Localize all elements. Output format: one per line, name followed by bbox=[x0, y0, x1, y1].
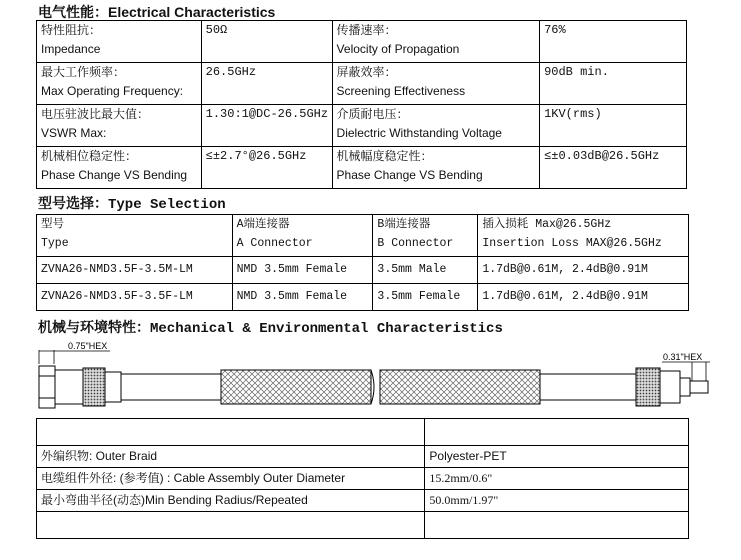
mechanical-table bbox=[36, 418, 689, 539]
bending-radius-label: 最小弯曲半径(动态)Min Bending Radius/Repeated bbox=[37, 490, 425, 512]
outer-diameter-label: 电缆组件外径: (参考值) : Cable Assembly Outer Diameter bbox=[37, 468, 425, 490]
a-connector-cell: NMD 3.5mm Female bbox=[232, 284, 373, 311]
table-row bbox=[37, 468, 689, 490]
blank-cell bbox=[37, 512, 425, 539]
electrical-section-title: 电气性能：Electrical Characteristics bbox=[38, 4, 276, 20]
blank-cell bbox=[425, 512, 689, 539]
table-header-row bbox=[37, 215, 689, 257]
mechanical-section-title: 机械与环境特性：Mechanical & Environmental Characteristics bbox=[38, 321, 503, 337]
impedance-value: 50Ω bbox=[201, 21, 332, 63]
table-row bbox=[37, 419, 689, 446]
a-connector-cell: NMD 3.5mm Female bbox=[232, 257, 373, 284]
table-row bbox=[37, 63, 687, 105]
dielectric-label: 介质耐电压： Dielectric Withstanding Voltage bbox=[332, 105, 540, 147]
max-frequency-label: 最大工作频率： Max Operating Frequency: bbox=[37, 63, 202, 105]
amplitude-stability-label: 机械幅度稳定性： Phase Change VS Bending bbox=[332, 147, 540, 189]
outer-diameter-value: 15.2mm/0.6" bbox=[425, 468, 689, 490]
type-cell: ZVNA26-NMD3.5F-3.5F-LM bbox=[37, 284, 233, 311]
type-section-title: 型号选择：Type Selection bbox=[38, 197, 226, 213]
type-selection-table bbox=[36, 214, 689, 311]
table-row bbox=[37, 147, 687, 189]
right-connector bbox=[540, 368, 708, 406]
table-row bbox=[37, 105, 687, 147]
type-cell: ZVNA26-NMD3.5F-3.5M-LM bbox=[37, 257, 233, 284]
vswr-label: 电压驻波比最大值： VSWR Max: bbox=[37, 105, 202, 147]
velocity-value: 76% bbox=[540, 21, 687, 63]
electrical-table bbox=[36, 20, 687, 189]
dielectric-value: 1KV(rms) bbox=[540, 105, 687, 147]
velocity-label: 传播速率： Velocity of Propagation bbox=[332, 21, 540, 63]
table-row bbox=[37, 284, 689, 311]
left-hex-label: 0.75"HEX bbox=[68, 341, 108, 351]
header-type: 型号 Type bbox=[37, 215, 233, 257]
phase-stability-value: ≤±2.7°@26.5GHz bbox=[201, 147, 332, 189]
insertion-loss-cell: 1.7dB@0.61M, 2.4dB@0.91M bbox=[478, 284, 689, 311]
screening-value: 90dB min. bbox=[540, 63, 687, 105]
right-hex-label: 0.31"HEX bbox=[663, 352, 703, 362]
amplitude-stability-value: ≤±0.03dB@26.5GHz bbox=[540, 147, 687, 189]
impedance-label: 特性阻抗： Impedance bbox=[37, 21, 202, 63]
screening-label: 屏蔽效率： Screening Effectiveness bbox=[332, 63, 540, 105]
table-row bbox=[37, 446, 689, 468]
cable-assembly-drawing bbox=[30, 338, 720, 416]
insertion-loss-cell: 1.7dB@0.61M, 2.4dB@0.91M bbox=[478, 257, 689, 284]
blank-cell bbox=[425, 419, 689, 446]
max-frequency-value: 26.5GHz bbox=[201, 63, 332, 105]
left-hex-dimension bbox=[39, 341, 110, 364]
outer-braid-label: 外编织物: Outer Braid bbox=[37, 446, 425, 468]
bending-radius-value: 50.0mm/1.97" bbox=[425, 490, 689, 512]
vswr-value: 1.30:1@DC-26.5GHz bbox=[201, 105, 332, 147]
table-row bbox=[37, 257, 689, 284]
table-row bbox=[37, 490, 689, 512]
table-row bbox=[37, 21, 687, 63]
header-a-connector: A端连接器 A Connector bbox=[232, 215, 373, 257]
phase-stability-label: 机械相位稳定性： Phase Change VS Bending bbox=[37, 147, 202, 189]
blank-cell bbox=[37, 419, 425, 446]
header-b-connector: B端连接器 B Connector bbox=[373, 215, 478, 257]
header-insertion-loss: 插入损耗 Max@26.5GHz Insertion Loss MAX@26.5GHz bbox=[478, 215, 689, 257]
b-connector-cell: 3.5mm Female bbox=[373, 284, 478, 311]
braided-cable bbox=[221, 370, 540, 404]
table-row bbox=[37, 512, 689, 539]
b-connector-cell: 3.5mm Male bbox=[373, 257, 478, 284]
left-connector bbox=[39, 366, 221, 408]
outer-braid-value: Polyester-PET bbox=[425, 446, 689, 468]
